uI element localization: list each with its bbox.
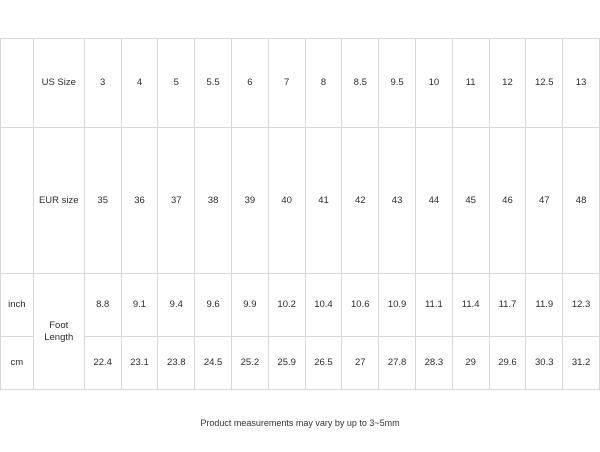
cell-us-8: 9.5 — [379, 39, 416, 128]
cell-cm-5: 25.9 — [268, 337, 305, 390]
row-outer-label — [1, 39, 34, 128]
row-label-foot-length: Foot Length — [33, 274, 84, 390]
cell-eur-5: 40 — [268, 128, 305, 274]
cell-inch-4: 9.9 — [231, 274, 268, 337]
cell-cm-6: 26.5 — [305, 337, 342, 390]
cell-eur-6: 41 — [305, 128, 342, 274]
table-row — [1, 337, 600, 390]
cell-eur-9: 44 — [415, 128, 452, 274]
cell-cm-3: 24.5 — [195, 337, 232, 390]
cell-eur-2: 37 — [158, 128, 195, 274]
row-outer-label — [1, 128, 34, 274]
row-outer-label-inch: inch — [1, 274, 34, 337]
cell-us-1: 4 — [121, 39, 158, 128]
cell-inch-1: 9.1 — [121, 274, 158, 337]
cell-inch-3: 9.6 — [195, 274, 232, 337]
cell-us-6: 8 — [305, 39, 342, 128]
row-label-us-size: US Size — [33, 39, 84, 128]
cell-inch-10: 11.4 — [452, 274, 489, 337]
row-outer-label-cm: cm — [1, 337, 34, 390]
row-label-eur-size: EUR size — [33, 128, 84, 274]
cell-inch-11: 11.7 — [489, 274, 526, 337]
cell-eur-7: 42 — [342, 128, 379, 274]
cell-us-5: 7 — [268, 39, 305, 128]
cell-cm-8: 27.8 — [379, 337, 416, 390]
cell-eur-10: 45 — [452, 128, 489, 274]
cell-inch-6: 10.4 — [305, 274, 342, 337]
cell-inch-0: 8.8 — [84, 274, 121, 337]
cell-eur-0: 35 — [84, 128, 121, 274]
cell-eur-8: 43 — [379, 128, 416, 274]
cell-inch-12: 11.9 — [526, 274, 563, 337]
cell-cm-12: 30.3 — [526, 337, 563, 390]
cell-eur-13: 48 — [563, 128, 600, 274]
cell-inch-8: 10.9 — [379, 274, 416, 337]
cell-eur-11: 46 — [489, 128, 526, 274]
cell-inch-5: 10.2 — [268, 274, 305, 337]
cell-cm-10: 29 — [452, 337, 489, 390]
cell-cm-7: 27 — [342, 337, 379, 390]
cell-eur-1: 36 — [121, 128, 158, 274]
cell-us-0: 3 — [84, 39, 121, 128]
cell-cm-13: 31.2 — [563, 337, 600, 390]
cell-inch-7: 10.6 — [342, 274, 379, 337]
cell-inch-9: 11.1 — [415, 274, 452, 337]
cell-cm-2: 23.8 — [158, 337, 195, 390]
cell-us-3: 5.5 — [195, 39, 232, 128]
cell-eur-12: 47 — [526, 128, 563, 274]
cell-eur-4: 39 — [231, 128, 268, 274]
cell-us-12: 12.5 — [526, 39, 563, 128]
cell-us-10: 11 — [452, 39, 489, 128]
cell-cm-1: 23.1 — [121, 337, 158, 390]
cell-eur-3: 38 — [195, 128, 232, 274]
cell-cm-4: 25.2 — [231, 337, 268, 390]
cell-inch-13: 12.3 — [563, 274, 600, 337]
cell-cm-0: 22.4 — [84, 337, 121, 390]
cell-us-2: 5 — [158, 39, 195, 128]
table-row — [1, 274, 600, 337]
table-row — [1, 128, 600, 274]
measurement-footnote: Product measurements may vary by up to 3~5mm — [200, 418, 400, 428]
cell-us-4: 6 — [231, 39, 268, 128]
cell-cm-11: 29.6 — [489, 337, 526, 390]
cell-us-7: 8.5 — [342, 39, 379, 128]
cell-inch-2: 9.4 — [158, 274, 195, 337]
cell-cm-9: 28.3 — [415, 337, 452, 390]
cell-us-11: 12 — [489, 39, 526, 128]
cell-us-9: 10 — [415, 39, 452, 128]
size-chart-table — [0, 38, 600, 390]
table-row — [1, 39, 600, 128]
cell-us-13: 13 — [563, 39, 600, 128]
